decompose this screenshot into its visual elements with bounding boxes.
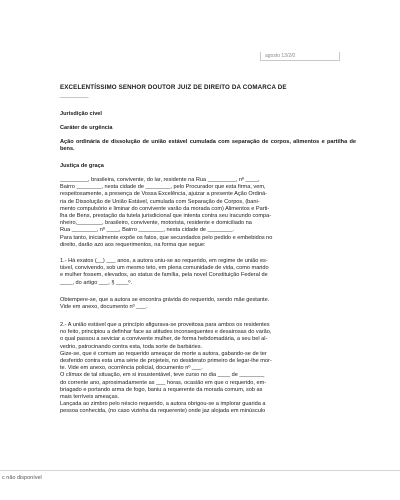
paragraph-2-line: O clímax de tal situação, em si insustentável, teve curso no dia ____ de ________ (60, 372, 265, 379)
paragraph-1-line: 1.- Há exatos (__) ___ anos, a autora uniu-se ao requerido, em regime de união es- (60, 258, 268, 264)
paragraph-1-line: tável, convivendo, sob um mesmo teto, em plena comunidade de vida, como marido (60, 265, 269, 272)
court-address-line-1: EXCELENTÍSSIMO SENHOR DOUTOR JUIZ DE DIREITO DA COMARCA DE (60, 84, 287, 91)
intro-line: Para tanto, inicialmente expõe os fatos, que secundados pelo pedido e embebidos no (60, 234, 273, 241)
paragraph-1 (60, 258, 356, 287)
status-text: c não disponível (2, 475, 42, 481)
intro-line: _________, brasileira, convivente, do lar, residente na Rua _________, nº ____, (60, 177, 260, 183)
paragraph-1-line: e mulher fossem, elevados, ao status de família, pela novel Constituição Federal de (60, 272, 268, 279)
free-justice-label: Justiça de graça (60, 163, 104, 169)
paragraph-2-line: vedrio, patrocinando contra esta, toda sorte de barbáries. (60, 343, 203, 350)
obtempere-line: Vide em anexo, documento nº ___. (60, 304, 148, 311)
intro-line: respeitosamente, a presença de Vossa Excelência, ajuizar a presente Ação Ordiná- (60, 191, 268, 198)
court-address-heading (60, 84, 356, 100)
paragraph-2-line: mais terríveis ameaças. (60, 394, 120, 401)
paragraph-2-line: Gize-se, que é comum ao requerido ameaçar de morte a autora, gabando-se de ter (60, 350, 267, 357)
paragraph-2-line: o qual passou a seviciar a convivente mulher, de forma hebdomadária, a seu bel al- (60, 336, 268, 343)
intro-paragraph (60, 177, 356, 249)
obtempere-line: Obtempere-se, que a autora se encontra grávida do requerido, sendo mãe gestante. (60, 297, 270, 303)
paragraph-2-line: briagado e portando arma de fogo, baniu a requerente da morada comum, sob as (60, 386, 263, 393)
intro-line: ria de Dissolução de União Estável, cumulada com Separação de Corpos, (bani- (60, 198, 260, 205)
intro-line: Bairro ________, nesta cidade de ________, pelo Procurador que esta firma, vem, (60, 184, 266, 191)
urgency-label: Caráter de urgência (60, 125, 113, 131)
obtempere-paragraph (60, 297, 356, 311)
intro-line: nheiro,________, brasileiro, convivente, motorista, residente e domiciliado na (60, 220, 252, 227)
intro-line: Rua ________, nº ____, Bairro ________, nesta cidade de ________. (60, 227, 235, 234)
intro-line: direito, darão azo aos requerimentos, na forma que segue: (60, 241, 206, 248)
paragraph-2-line: pessoa conhecida, (no caso vizinha da requerente) onde jaz alojada em minúsculo (60, 408, 266, 415)
paragraph-2 (60, 322, 356, 416)
jurisdiction-label: Jurisdição civel (60, 111, 102, 117)
intro-line: lha de Bens, prestação da tutela jurisdicional que intenta contra seu iracundo compa- (60, 213, 272, 220)
paragraph-1-line: ____, do artigo ___, § ____º. (60, 279, 133, 286)
paragraph-2-line: do corrente ano, aproximadamente as ___ horas, ocasião em que o requerido, em- (60, 379, 267, 386)
paragraph-2-line: desferido contra esta uma série de projeteis, no desiderato primeiro de legar-lhe mor- (60, 358, 272, 365)
court-address-line-2: ________ (60, 92, 89, 99)
action-title: Ação ordinária de dissolução de união estável cumulada com separação de corpos, alimentos e partilha de bens. (60, 139, 356, 153)
paragraph-2-line: no feito, principiou a definhar face as atitudes inconsequentes e desairosas do varão, (60, 329, 272, 336)
paragraph-2-line: 2.- A união estável que a princípio afigurava-se proveitosa para ambos os residentes (60, 322, 270, 328)
status-bar (0, 470, 400, 484)
intro-line: mento compulsório e liminar do convivente varão da morada com) Alimentos e Parti- (60, 205, 270, 212)
paragraph-2-line: te. Vide em anexo, ocorrência policial, documento nº ___. (60, 365, 203, 372)
paragraph-2-line: Lançada ao zimbro pelo néscio requerido, a autora obrigou-se a implorar guarida a (60, 401, 266, 408)
page-stamp: agosto 13/2/0 (260, 52, 340, 61)
document-page (22, 0, 388, 468)
